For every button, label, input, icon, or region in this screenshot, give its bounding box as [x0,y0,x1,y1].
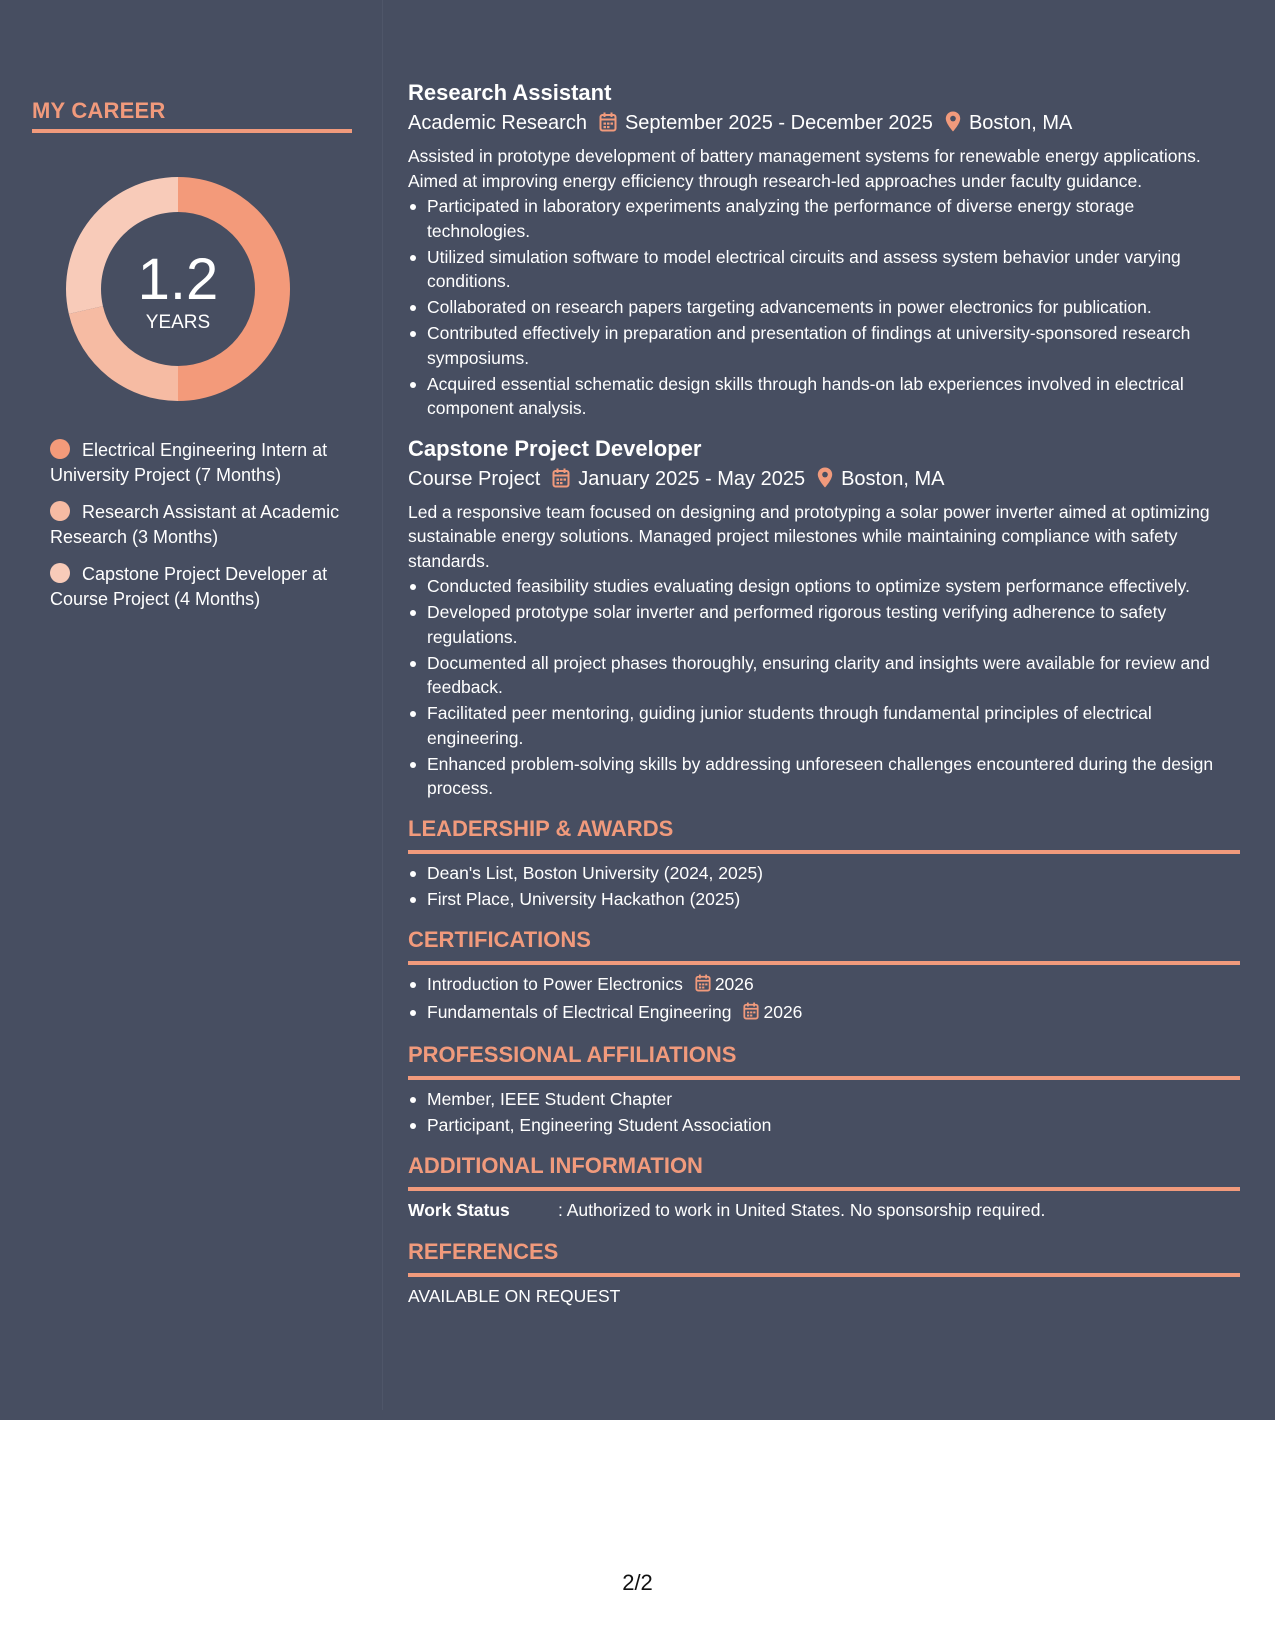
page-number: 2/2 [622,1570,653,1595]
job-bullets [408,194,1240,421]
job-title: Capstone Project Developer [408,435,702,461]
affiliation-item: Member, IEEE Student Chapter [408,1086,1240,1113]
certification-name: Fundamentals of Electrical Engineering [427,1002,732,1022]
career-donut-chart [66,177,290,401]
certification-item [408,971,1240,1000]
additional-info-section [408,1151,1240,1223]
career-legend-label: Capstone Project Developer at Course Project (4 Months) [50,564,328,609]
work-status-value: : Authorized to work in United States. No sponsorship required. [558,1199,1046,1220]
job-bullets [408,574,1240,801]
bullet-item: Participated in laboratory experiments analyzing the performance of diverse energy storage technologies. [408,194,1240,243]
job-meta [408,108,1240,141]
bullet-item: Facilitated peer mentoring, guiding junior students through fundamental principles of electrical engineering. [408,701,1240,750]
affiliations-list [408,1086,1240,1139]
calendar-icon [599,111,617,141]
section-heading: CERTIFICATIONS [408,926,591,952]
job-meta [408,464,1240,497]
certification-name: Introduction to Power Electronics [427,973,683,994]
section-rule [408,961,1240,965]
section-heading: PROFESSIONAL AFFILIATIONS [408,1041,737,1067]
location-pin-icon [817,467,833,497]
bullet-item: Conducted feasibility studies evaluating design options to optimize system performance effectively. [408,574,1240,599]
certification-item [408,999,1240,1028]
bullet-item: Documented all project phases thoroughly, ensuring clarity and insights were available for review and feedback. [408,651,1240,700]
job-organization: Academic Research [408,112,587,134]
legend-dot [50,563,70,583]
location-pin-icon [945,111,961,141]
legend-dot [50,439,70,459]
bullet-item: Acquired essential schematic design skills through hands-on lab experiences involved in electrical component analysis. [408,372,1240,421]
job-dates: January 2025 - May 2025 [578,467,806,490]
affiliation-item: Participant, Engineering Student Association [408,1112,1240,1139]
job-description: Led a responsive team focused on designing and prototyping a solar power inverter aimed at optimizing sustainable energy solutions. Managed project milestones while maintaining compliance with safety standards. [408,501,1210,571]
section-rule [408,1273,1240,1277]
bullet-item: Developed prototype solar inverter and performed rigorous testing verifying adherence to safety regulations. [408,600,1240,649]
references-text: AVAILABLE ON REQUEST [408,1285,621,1306]
section-rule [408,1187,1240,1191]
leadership-list [408,860,1240,913]
career-legend-item [50,438,350,488]
section-heading: REFERENCES [408,1238,559,1264]
career-legend-item [50,562,350,612]
section-heading: LEADERSHIP & AWARDS [408,815,674,841]
experience-entry [408,434,1240,801]
job-location: Boston, MA [841,467,945,490]
bullet-item: Collaborated on research papers targeting advancements in power electronics for publication. [408,295,1240,320]
affiliations-section [408,1040,1240,1139]
work-status-label: Work Status [408,1199,510,1220]
award-item: First Place, University Hackathon (2025) [408,886,1240,913]
bullet-item: Utilized simulation software to model electrical circuits and assess system behavior under varying conditions. [408,245,1240,294]
job-dates: September 2025 - December 2025 [624,112,933,134]
total-years-unit: YEARS [145,312,211,333]
career-heading-rule [32,129,352,133]
bullet-item: Contributed effectively in preparation and presentation of findings at university-sponsored research symposiums. [408,321,1240,370]
work-status-row [408,1197,1240,1223]
calendar-icon [695,973,711,1000]
calendar-icon [743,1001,759,1028]
certification-year: 2026 [714,973,754,994]
career-legend [50,438,350,624]
main-column [408,78,1240,1309]
sidebar [32,0,352,1420]
references-section [408,1237,1240,1309]
career-legend-label: Research Assistant at Academic Research (3 Months) [50,502,340,547]
column-divider [382,0,383,1410]
job-organization: Course Project [408,467,541,490]
section-rule [408,1076,1240,1080]
job-description: Assisted in prototype development of battery management systems for renewable energy applications. Aimed at improving energy efficiency through research-led approaches under faculty guidance. [408,146,1201,191]
job-title: Research Assistant [408,80,612,105]
bullet-item: Enhanced problem-solving skills by addressing unforeseen challenges encountered during the design process. [408,752,1240,801]
legend-dot [50,501,70,521]
section-heading: ADDITIONAL INFORMATION [408,1152,703,1178]
experience-entry [408,78,1240,421]
section-rule [408,850,1240,854]
career-legend-item [50,500,350,550]
certification-year: 2026 [763,1002,803,1022]
career-heading: MY CAREER [32,98,166,123]
award-item: Dean's List, Boston University (2024, 2025) [408,860,1240,887]
calendar-icon [552,467,570,497]
total-years-value: 1.2 [137,247,219,312]
certifications-section [408,925,1240,1028]
job-location: Boston, MA [968,112,1073,134]
certifications-list [408,971,1240,1028]
career-legend-label: Electrical Engineering Intern at University Project (7 Months) [50,440,328,485]
leadership-section [408,814,1240,913]
